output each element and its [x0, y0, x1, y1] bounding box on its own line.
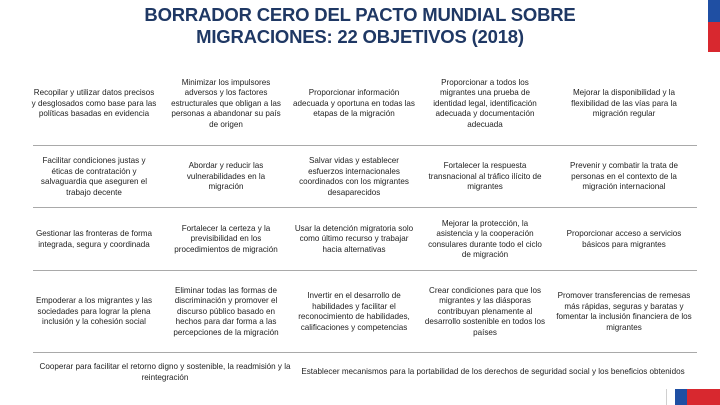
objectives-row — [33, 63, 697, 145]
objective-cell: Facilitar condiciones justas y éticas de contratación y salvaguardia que aseguren el trabajo decente — [40, 156, 148, 197]
objectives-row — [33, 270, 697, 353]
objective-cell: Abordar y reducir las vulnerabilidades en la migración — [186, 161, 266, 192]
objectives-row — [33, 145, 697, 208]
objective-cell: Establecer mecanismos para la portabilidad de los derechos de seguridad social y los beneficios obtenidos — [301, 367, 685, 377]
chile-flag-stripe-top — [708, 0, 720, 52]
objective-cell: Proporcionar información adecuada y oportuna en todas las etapas de la migración — [293, 88, 415, 119]
objective-cell: Crear condiciones para que los migrantes y las diásporas contribuyan plenamente al desarrollo sostenible en todos los países — [424, 285, 546, 337]
objective-cell: Cooperar para facilitar el retorno digno y sostenible, la readmisión y la reintegración — [39, 362, 291, 382]
objective-cell: Gestionar las fronteras de forma integrada, segura y coordinada — [35, 229, 153, 249]
page-title — [0, 4, 720, 48]
objective-cell: Proporcionar acceso a servicios básicos para migrantes — [566, 229, 682, 249]
objective-cell: Invertir en el desarrollo de habilidades y facilitar el reconocimiento de habilidades, calificaciones y competencias — [298, 291, 410, 332]
flag-blue-band — [708, 0, 720, 22]
objective-cell: Mejorar la protección, la asistencia y la cooperación consulares durante todo el ciclo de migración — [428, 218, 542, 259]
objective-cell: Empoderar a los migrantes y las sociedades para lograr la plena inclusión y la cohesión social — [35, 296, 153, 327]
objective-cell: Fortalecer la respuesta transnacional al tráfico ilícito de migrantes — [428, 161, 542, 192]
objective-cell: Usar la detención migratoria solo como último recurso y trabajar hacia alternativas — [294, 223, 414, 254]
objective-cell: Mejorar la disponibilidad y la flexibilidad de las vías para la migración regular — [571, 88, 677, 119]
objectives-row — [33, 207, 697, 271]
objective-cell: Promover transferencias de remesas más rápidas, seguras y baratas y fomentar la inclusión financiera de los migrantes — [556, 291, 692, 332]
objective-cell: Proporcionar a todos los migrantes una prueba de identidad legal, identificación adecuada y documentación adecuada — [433, 77, 537, 129]
objective-cell: Minimizar los impulsores adversos y los factores estructurales que obligan a las personas a abandonar su país de origen — [171, 77, 281, 129]
objective-cell: Prevenir y combatir la trata de personas en el contexto de la migración internacional — [570, 161, 678, 192]
objective-cell: Recopilar y utilizar datos precisos y desglosados como base para las políticas basadas en evidencia — [31, 88, 157, 119]
objective-cell: Fortalecer la certeza y la previsibilidad en los procedimientos de migración — [174, 223, 278, 254]
objectives-row — [33, 352, 697, 392]
objective-cell: Eliminar todas las formas de discriminación y promover el discurso público basado en hechos para dar forma a las percepciones de la migración — [173, 285, 279, 337]
title-line-1: BORRADOR CERO DEL PACTO MUNDIAL SOBRE — [144, 4, 576, 25]
flag-red-band — [708, 22, 720, 52]
title-line-2: MIGRACIONES: 22 OBJETIVOS (2018) — [196, 26, 524, 47]
objective-cell: Salvar vidas y establecer esfuerzos internacionales coordinados con los migrantes desaparecidos — [299, 156, 409, 197]
